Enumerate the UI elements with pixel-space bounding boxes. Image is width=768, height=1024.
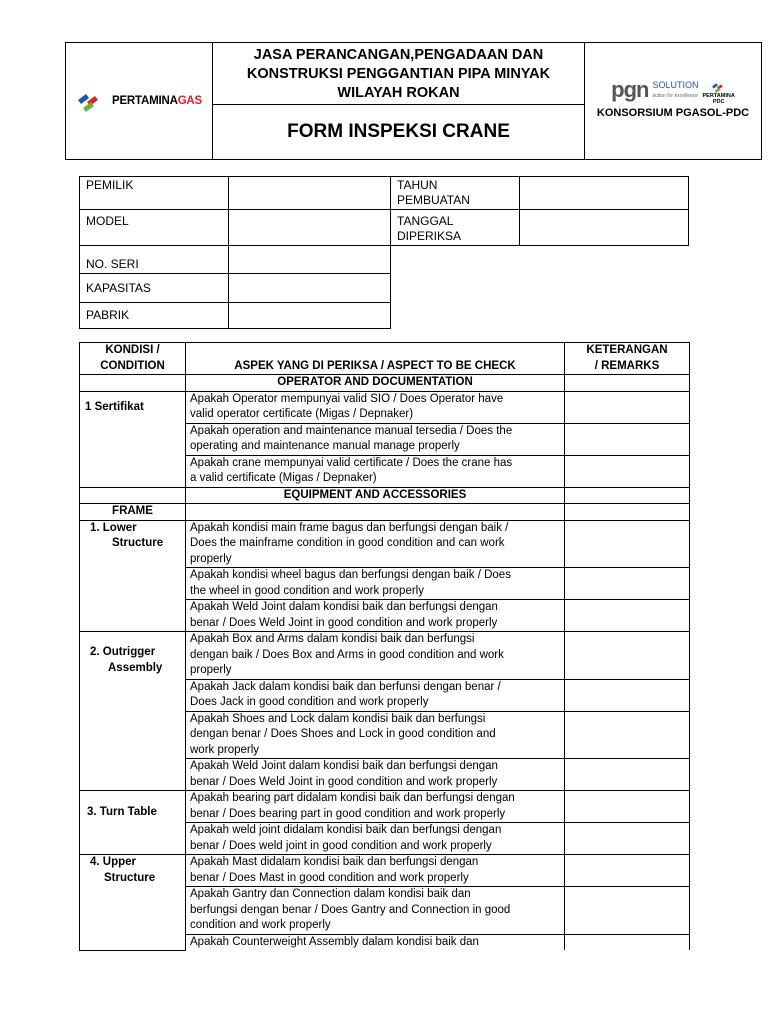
project-title-line: WILAYAH ROKAN — [337, 85, 460, 101]
condition-upper-structure: 4. Upper Structure — [80, 855, 186, 951]
remarks-cell[interactable] — [565, 423, 690, 455]
header-condition: KONDISI / CONDITION — [80, 343, 186, 375]
pdc-text: PDC — [712, 99, 725, 105]
inspection-table — [79, 342, 690, 951]
remarks-cell[interactable] — [565, 679, 690, 711]
solution-tagline: action for excellence — [652, 93, 699, 99]
logo-suffix: GAS — [177, 95, 203, 107]
question-row: Apakah Shoes and Lock dalam kondisi baik dan berfungsi dengan benar / Does Shoes and Lock in good condition and work properly — [186, 711, 565, 759]
question-row: Apakah Counterweight Assembly dalam kondisi baik dan — [186, 934, 565, 950]
field-kapasitas[interactable] — [229, 274, 391, 303]
project-title-line: KONSTRUKSI PENGGANTIAN PIPA MINYAK — [246, 66, 551, 82]
field-tahun[interactable] — [520, 177, 689, 210]
field-pemilik[interactable] — [229, 177, 391, 210]
question-row: Apakah Mast didalam kondisi baik dan berfungsi dengan benar / Does Mast in good condition and work properly — [186, 855, 565, 887]
label-model: MODEL — [80, 210, 229, 246]
pgn-solution-logo — [611, 77, 735, 105]
label-tanggal: TANGGAL DIPERIKSA — [391, 210, 520, 246]
pertamina-pdc-logo — [703, 81, 735, 105]
section-operator: OPERATOR AND DOCUMENTATION — [186, 375, 565, 392]
form-title: FORM INSPEKSI CRANE — [287, 121, 510, 142]
consortium-name: KONSORSIUM PGASOL-PDC — [596, 107, 750, 119]
remarks-cell[interactable] — [565, 568, 690, 600]
condition-sertifikat: 1 Sertifikat — [80, 391, 186, 487]
question-row: Apakah bearing part didalam kondisi baik dan berfungsi dengan benar / Does bearing part in good condition and work properly — [186, 791, 565, 823]
pgn-text: pgn — [611, 77, 649, 102]
partner-logo-cell — [585, 43, 761, 159]
question-row: Apakah Operator mempunyai valid SIO / Does Operator have valid operator certificate (Migas / Depnaker) — [186, 391, 565, 423]
blank-cell — [565, 487, 690, 504]
question-row: Apakah crane mempunyai valid certificate / Does the crane has a valid certificate (Migas / Depnaker) — [186, 455, 565, 487]
company-logo-cell — [66, 43, 213, 159]
blank-cell — [80, 375, 186, 392]
remarks-cell[interactable] — [565, 759, 690, 791]
blank-cell — [565, 375, 690, 392]
logo-name: PERTAMINA — [111, 95, 178, 107]
field-tanggal[interactable] — [520, 210, 689, 246]
remarks-cell[interactable] — [565, 520, 690, 568]
question-row: Apakah Box and Arms dalam kondisi baik dan berfungsi dengan baik / Does Box and Arms in good condition and work properly — [186, 632, 565, 680]
label-pabrik: PABRIK — [80, 303, 229, 329]
condition-lower-structure: 1. Lower Structure — [80, 520, 186, 632]
remarks-cell[interactable] — [565, 791, 690, 823]
blank-cell — [186, 504, 565, 521]
header-remarks: KETERANGAN / REMARKS — [565, 343, 690, 375]
label-no-seri: NO. SERI — [80, 246, 229, 274]
remarks-cell[interactable] — [565, 823, 690, 855]
question-row: Apakah Jack dalam kondisi baik dan berfunsi dengan benar / Does Jack in good condition and work properly — [186, 679, 565, 711]
blank-cell — [565, 504, 690, 521]
remarks-cell[interactable] — [565, 600, 690, 632]
label-tahun: TAHUN PEMBUATAN — [391, 177, 520, 210]
title-cell — [213, 43, 585, 159]
question-row: Apakah weld joint didalam kondisi baik dan berfungsi dengan benar / Does weld joint in good condition and work properly — [186, 823, 565, 855]
project-title-line: JASA PERANCANGAN,PENGADAAN DAN — [253, 47, 544, 63]
question-row: Apakah kondisi main frame bagus dan berfungsi dengan baik / Does the mainframe condition in good condition and can work properly — [186, 520, 565, 568]
pertamina-logo-icon — [76, 90, 106, 112]
condition-outrigger-assembly: 2. Outrigger Assembly — [80, 632, 186, 791]
remarks-cell[interactable] — [565, 711, 690, 759]
pertamina-logo-icon — [711, 81, 727, 93]
question-row: Apakah operation and maintenance manual tersedia / Does the operating and maintenance manual manage properly — [186, 423, 565, 455]
question-row: Apakah Weld Joint dalam kondisi baik dan berfungsi dengan benar / Does Weld Joint in good condition and work properly — [186, 759, 565, 791]
label-kapasitas: KAPASITAS — [80, 274, 229, 303]
remarks-cell[interactable] — [565, 391, 690, 423]
solution-text: SOLUTION — [652, 80, 699, 90]
field-no-seri[interactable] — [229, 246, 391, 274]
remarks-cell[interactable] — [565, 632, 690, 680]
frame-label: FRAME — [80, 504, 186, 521]
question-row: Apakah Gantry dan Connection dalam kondisi baik dan berfungsi dengan benar / Does Gantry and Connection in good condition and work properly — [186, 887, 565, 935]
field-model[interactable] — [229, 210, 391, 246]
question-row: Apakah kondisi wheel bagus dan berfungsi dengan baik / Does the wheel in good condition and work properly — [186, 568, 565, 600]
blank-cell — [80, 487, 186, 504]
crane-info-table — [79, 176, 689, 329]
field-pabrik[interactable] — [229, 303, 391, 329]
header-aspect: ASPEK YANG DI PERIKSA / ASPECT TO BE CHECK — [186, 343, 565, 375]
pertamina-gas-logo — [76, 90, 202, 112]
form-header — [65, 42, 762, 160]
project-title — [213, 43, 584, 105]
remarks-cell[interactable] — [565, 887, 690, 935]
section-equipment: EQUIPMENT AND ACCESSORIES — [186, 487, 565, 504]
remarks-cell[interactable] — [565, 855, 690, 887]
remarks-cell[interactable] — [565, 934, 690, 950]
label-pemilik: PEMILIK — [80, 177, 229, 210]
remarks-cell[interactable] — [565, 455, 690, 487]
question-row: Apakah Weld Joint dalam kondisi baik dan berfungsi dengan benar / Does Weld Joint in good condition and work properly — [186, 600, 565, 632]
pertamina-text: PERTAMINA — [702, 93, 735, 99]
condition-turn-table: 3. Turn Table — [80, 791, 186, 855]
